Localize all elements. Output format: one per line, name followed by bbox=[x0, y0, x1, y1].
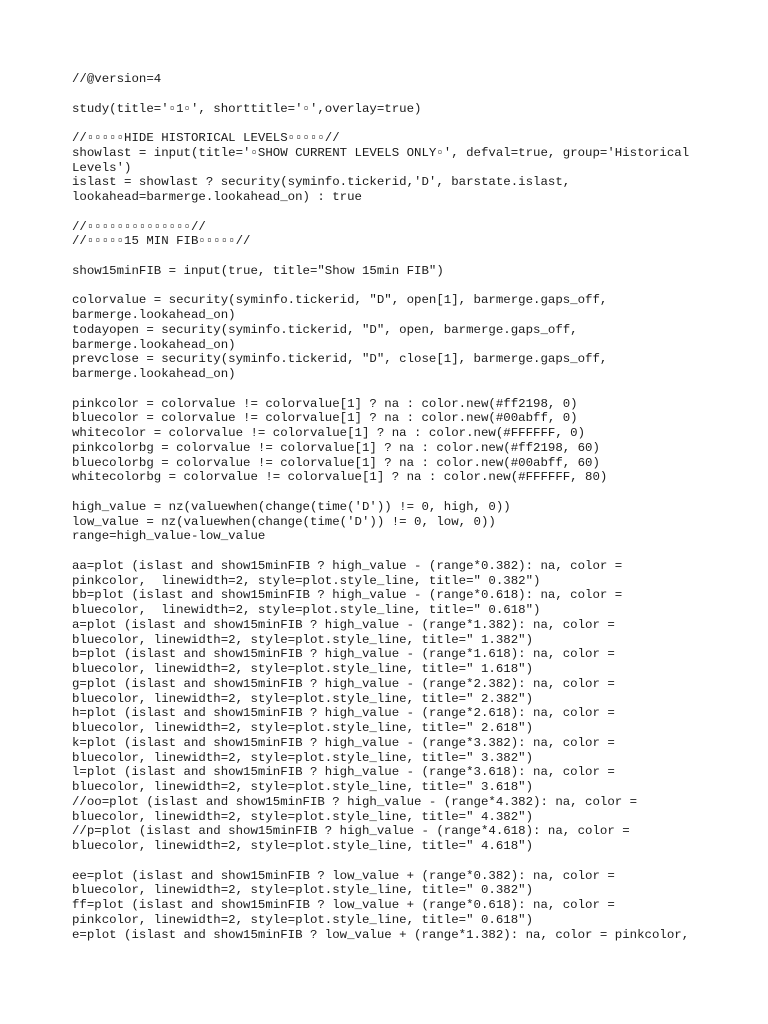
code-line: pinkcolorbg = colorvalue != colorvalue[1] ? na : color.new(#ff2198, 60) bbox=[72, 440, 600, 455]
code-line: barmerge.lookahead_on) bbox=[72, 308, 236, 322]
blank-line bbox=[72, 87, 712, 102]
code-line: lookahead=barmerge.lookahead_on) : true bbox=[72, 190, 362, 204]
code-line: Levels') bbox=[72, 160, 132, 175]
code-line: ff=plot (islast and show15minFIB ? low_value + (range*0.618): na, color = bbox=[72, 898, 615, 912]
code-line: show15minFIB = input(true, title="Show 15min FIB") bbox=[72, 263, 444, 278]
code-line: bluecolor, linewidth=2, style=plot.style_line, title=" 1.618") bbox=[72, 662, 534, 676]
code-line: bluecolor, linewidth=2, style=plot.style_line, title=" 4.618") bbox=[72, 839, 534, 853]
code-line: barmerge.lookahead_on) bbox=[72, 337, 236, 352]
code-line: bb=plot (islast and show15minFIB ? high_value - (range*0.618): na, color = bbox=[72, 588, 623, 603]
blank-line bbox=[72, 544, 712, 559]
code-line: prevclose = security(syminfo.tickerid, "D", close[1], barmerge.gaps_off, bbox=[72, 352, 608, 367]
blank-line bbox=[72, 205, 712, 220]
code-line: bluecolor, linewidth=2, style=plot.style_line, title=" 3.382") bbox=[72, 750, 534, 765]
code-line: range=high_value-low_value bbox=[72, 529, 266, 544]
code-line: whitecolor = colorvalue != colorvalue[1] ? na : color.new(#FFFFFF, 0) bbox=[72, 426, 586, 440]
blank-line bbox=[72, 249, 712, 264]
code-line: //oo=plot (islast and show15minFIB ? high_value - (range*4.382): na, color = bbox=[72, 794, 638, 809]
code-line: barmerge.lookahead_on) bbox=[72, 367, 236, 381]
code-line: //@version=4 bbox=[72, 72, 162, 86]
code-line: colorvalue = security(syminfo.tickerid, "D", open[1], barmerge.gaps_off, bbox=[72, 293, 608, 308]
code-line: bluecolor, linewidth=2, style=plot.style_line, title=" 4.382") bbox=[72, 809, 534, 824]
code-line: l=plot (islast and show15minFIB ? high_value - (range*3.618): na, color = bbox=[72, 765, 615, 780]
code-line: whitecolorbg = colorvalue != colorvalue[1] ? na : color.new(#FFFFFF, 80) bbox=[72, 470, 608, 485]
code-line: bluecolor, linewidth=2, style=plot.style_line, title=" 3.618") bbox=[72, 780, 534, 794]
blank-line bbox=[72, 279, 712, 294]
code-line: bluecolor = colorvalue != colorvalue[1] ? na : color.new(#00abff, 0) bbox=[72, 411, 578, 426]
code-line: showlast = input(title='▫SHOW CURRENT LEVELS ONLY▫', defval=true, group='Historical bbox=[72, 145, 690, 160]
code-line: todayopen = security(syminfo.tickerid, "D", open, barmerge.gaps_off, bbox=[72, 322, 578, 337]
code-line: bluecolor, linewidth=2, style=plot.style_line, title=" 1.382") bbox=[72, 632, 534, 647]
code-line: g=plot (islast and show15minFIB ? high_value - (range*2.382): na, color = bbox=[72, 676, 615, 691]
code-line: pinkcolor = colorvalue != colorvalue[1] ? na : color.new(#ff2198, 0) bbox=[72, 396, 578, 411]
code-line: //▫▫▫▫▫▫▫▫▫▫▫▫▫▫// bbox=[72, 219, 206, 234]
blank-line bbox=[72, 382, 712, 397]
blank-line bbox=[72, 116, 712, 131]
code-line: //p=plot (islast and show15minFIB ? high_value - (range*4.618): na, color = bbox=[72, 824, 630, 839]
code-line: a=plot (islast and show15minFIB ? high_value - (range*1.382): na, color = bbox=[72, 617, 615, 632]
code-line: k=plot (islast and show15minFIB ? high_value - (range*3.382): na, color = bbox=[72, 735, 615, 750]
code-line: low_value = nz(valuewhen(change(time('D')) != 0, low, 0)) bbox=[72, 514, 496, 529]
code-block bbox=[72, 72, 712, 942]
code-line: pinkcolor, linewidth=2, style=plot.style_line, title=" 0.382") bbox=[72, 573, 541, 588]
code-line: islast = showlast ? security(syminfo.tickerid,'D', barstate.islast, bbox=[72, 175, 571, 190]
code-line: bluecolor, linewidth=2, style=plot.style_line, title=" 2.618") bbox=[72, 721, 534, 735]
code-line: bluecolor, linewidth=2, style=plot.style_line, title=" 0.382") bbox=[72, 883, 534, 898]
code-line: //▫▫▫▫▫15 MIN FIB▫▫▫▫▫// bbox=[72, 234, 251, 249]
code-line: study(title='▫1▫', shorttitle='▫',overlay=true) bbox=[72, 101, 422, 116]
code-line: pinkcolor, linewidth=2, style=plot.style_line, title=" 0.618") bbox=[72, 912, 534, 927]
code-line: high_value = nz(valuewhen(change(time('D')) != 0, high, 0)) bbox=[72, 499, 511, 514]
code-line: aa=plot (islast and show15minFIB ? high_value - (range*0.382): na, color = bbox=[72, 558, 623, 573]
code-line: b=plot (islast and show15minFIB ? high_value - (range*1.618): na, color = bbox=[72, 647, 615, 662]
code-line: bluecolorbg = colorvalue != colorvalue[1] ? na : color.new(#00abff, 60) bbox=[72, 455, 600, 470]
code-line: bluecolor, linewidth=2, style=plot.style_line, title=" 2.382") bbox=[72, 691, 534, 706]
blank-line bbox=[72, 485, 712, 500]
blank-line bbox=[72, 854, 712, 869]
code-line: e=plot (islast and show15minFIB ? low_value + (range*1.382): na, color = pinkcolor, bbox=[72, 927, 690, 942]
code-line: //▫▫▫▫▫HIDE HISTORICAL LEVELS▫▫▫▫▫// bbox=[72, 131, 340, 145]
code-line: bluecolor, linewidth=2, style=plot.style_line, title=" 0.618") bbox=[72, 603, 541, 617]
code-line: ee=plot (islast and show15minFIB ? low_value + (range*0.382): na, color = bbox=[72, 868, 615, 883]
code-line: h=plot (islast and show15minFIB ? high_value - (range*2.618): na, color = bbox=[72, 706, 615, 721]
